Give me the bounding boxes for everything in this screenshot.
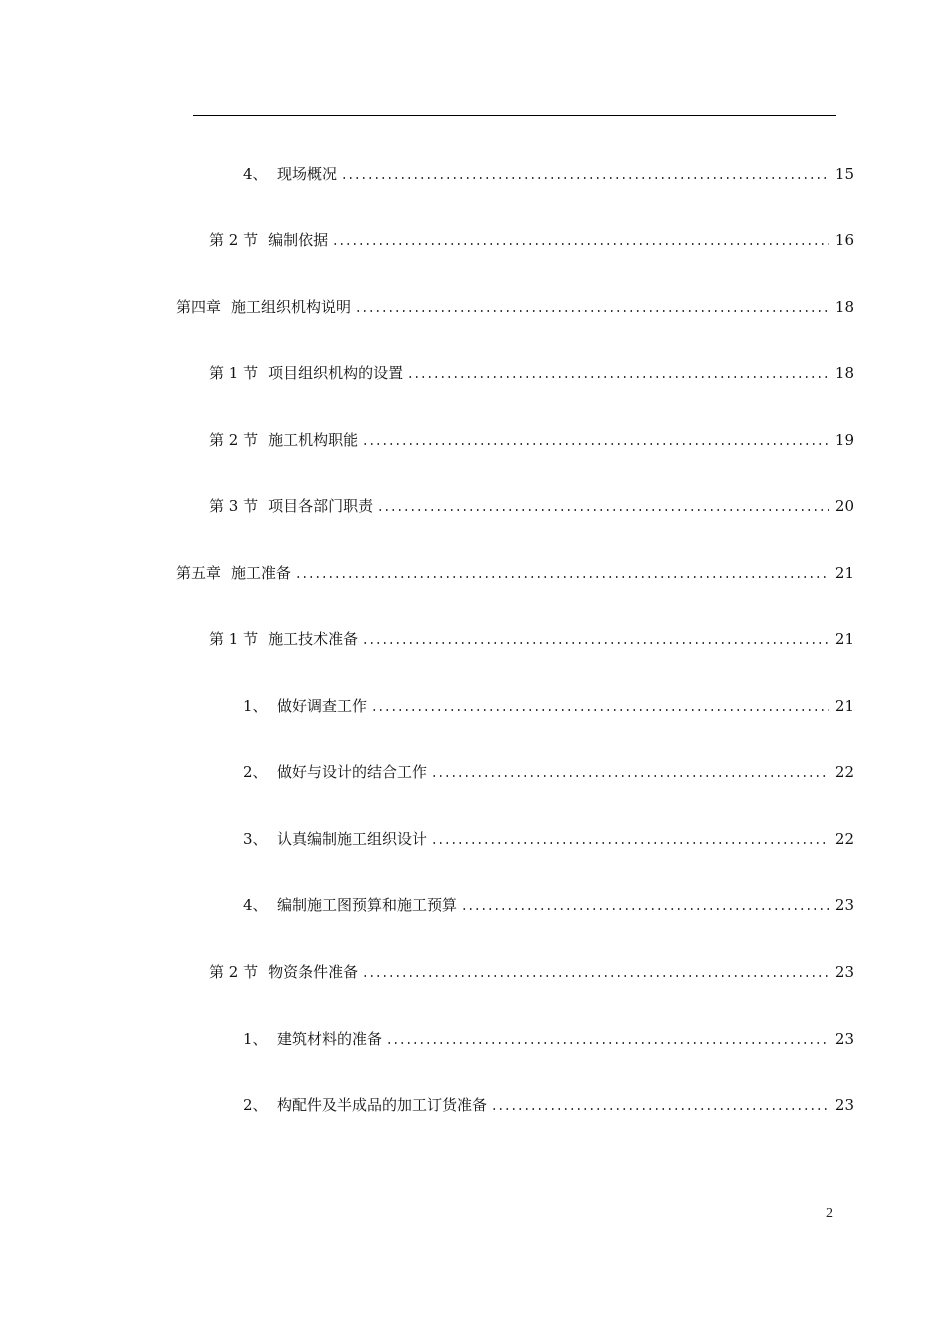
toc-entry-title: 做好调查工作 — [277, 697, 368, 715]
toc-entry-page: 21 — [834, 630, 854, 648]
toc-entry-title: 构配件及半成品的加工订货准备 — [277, 1096, 488, 1114]
toc-entry-page: 23 — [834, 963, 854, 981]
toc-entry-title: 项目各部门职责 — [268, 497, 374, 515]
toc-entry-page: 22 — [834, 763, 854, 781]
toc-entry-page: 19 — [834, 431, 854, 449]
toc-entry-page: 16 — [834, 231, 854, 249]
toc-entry-number: 第 2 节 — [209, 431, 259, 449]
toc-entry-page: 15 — [834, 165, 854, 183]
toc-dot-leader — [431, 775, 829, 777]
toc-entry-number: 2、 — [243, 1096, 268, 1114]
toc-dot-leader — [362, 443, 829, 445]
toc-entry[interactable] — [243, 893, 854, 917]
toc-entry[interactable] — [243, 162, 854, 186]
toc-entry-title: 编制施工图预算和施工预算 — [277, 896, 458, 914]
toc-entry[interactable] — [209, 428, 854, 452]
toc-entry-title: 项目组织机构的设置 — [268, 364, 404, 382]
toc-entry-number: 1、 — [243, 697, 268, 715]
toc-entry-page: 22 — [834, 830, 854, 848]
toc-entry-page: 21 — [834, 697, 854, 715]
toc-entry[interactable] — [243, 1093, 854, 1117]
toc-entry[interactable] — [209, 960, 854, 984]
toc-entry[interactable] — [176, 561, 854, 585]
toc-dot-leader — [461, 908, 829, 910]
toc-entry[interactable] — [243, 760, 854, 784]
toc-entry-title: 建筑材料的准备 — [277, 1030, 383, 1048]
page-number: 2 — [826, 1206, 833, 1221]
toc-entry[interactable] — [209, 228, 854, 252]
toc-entry-page: 18 — [834, 364, 854, 382]
toc-entry-title: 编制依据 — [268, 231, 329, 249]
toc-entry-page: 23 — [834, 1096, 854, 1114]
toc-entry-number: 第 3 节 — [209, 497, 259, 515]
toc-dot-leader — [362, 642, 829, 644]
toc-entry-page: 23 — [834, 896, 854, 914]
toc-dot-leader — [386, 1042, 829, 1044]
toc-entry[interactable] — [243, 694, 854, 718]
toc-entry-page: 23 — [834, 1030, 854, 1048]
toc-entry-title: 做好与设计的结合工作 — [277, 763, 428, 781]
toc-entry-number: 第 1 节 — [209, 364, 259, 382]
toc-entry-title: 施工技术准备 — [268, 630, 359, 648]
toc-entry[interactable] — [243, 1027, 854, 1051]
toc-entry[interactable] — [176, 295, 854, 319]
toc-entry-title: 现场概况 — [277, 165, 338, 183]
toc-entry[interactable] — [209, 627, 854, 651]
toc-dot-leader — [355, 310, 829, 312]
toc-entry-page: 20 — [834, 497, 854, 515]
toc-entry-number: 第四章 — [176, 298, 222, 316]
toc-entry-page: 18 — [834, 298, 854, 316]
toc-entry-page: 21 — [834, 564, 854, 582]
toc-entry-number: 4、 — [243, 896, 268, 914]
toc-entry-number: 2、 — [243, 763, 268, 781]
toc-entry-title: 施工准备 — [231, 564, 292, 582]
toc-entry-number: 第 2 节 — [209, 231, 259, 249]
toc-entry-number: 1、 — [243, 1030, 268, 1048]
toc-dot-leader — [341, 177, 829, 179]
toc-entry-title: 施工组织机构说明 — [231, 298, 352, 316]
toc-entry[interactable] — [209, 361, 854, 385]
toc-entry[interactable] — [209, 494, 854, 518]
toc-entry-number: 3、 — [243, 830, 268, 848]
toc-entry-title: 认真编制施工组织设计 — [277, 830, 428, 848]
toc-entry-title: 物资条件准备 — [268, 963, 359, 981]
toc-dot-leader — [377, 509, 829, 511]
toc-dot-leader — [332, 243, 829, 245]
toc-entry-title: 施工机构职能 — [268, 431, 359, 449]
toc-dot-leader — [362, 975, 829, 977]
toc-entry-number: 4、 — [243, 165, 268, 183]
toc-entry-number: 第 2 节 — [209, 963, 259, 981]
toc-entry-number: 第 1 节 — [209, 630, 259, 648]
toc-dot-leader — [431, 842, 829, 844]
toc-dot-leader — [407, 376, 829, 378]
toc-dot-leader — [371, 709, 829, 711]
toc-dot-leader — [491, 1108, 829, 1110]
toc-dot-leader — [295, 576, 829, 578]
toc-entry-number: 第五章 — [176, 564, 222, 582]
toc-entry[interactable] — [243, 827, 854, 851]
